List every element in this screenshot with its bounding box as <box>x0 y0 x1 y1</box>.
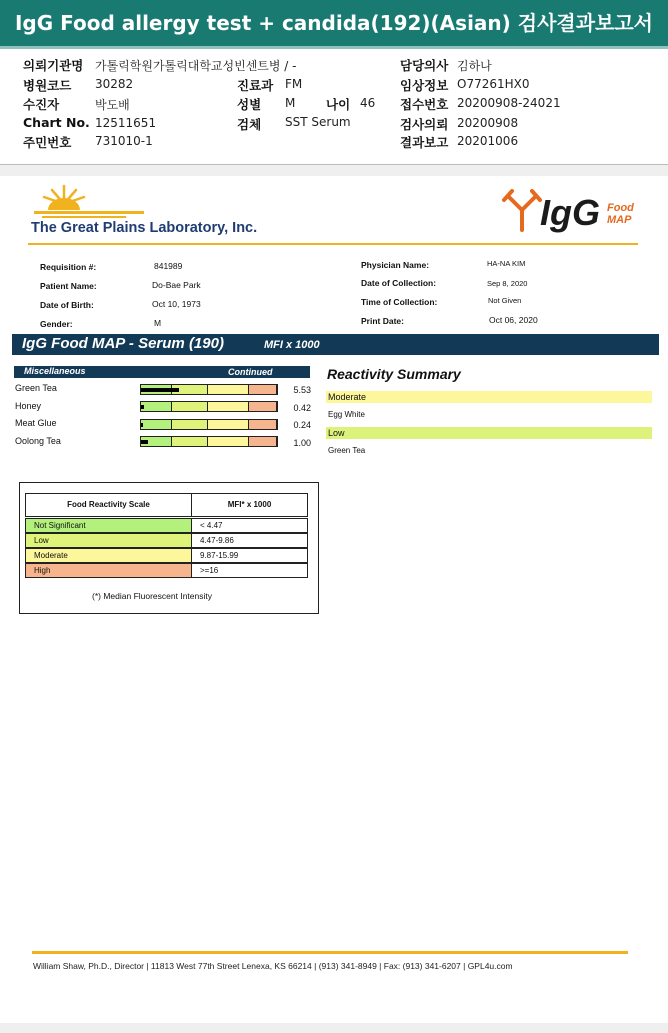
legend-header-scale: Food Reactivity Scale <box>25 493 192 517</box>
value-patient-name: Do-Bae Park <box>152 280 201 290</box>
label-collection-time: Time of Collection: <box>361 297 438 307</box>
brand-divider <box>28 243 638 245</box>
value-requisition: 841989 <box>154 261 183 271</box>
logo-food-text: Food <box>607 202 634 214</box>
label-collection-date: Date of Collection: <box>361 278 437 288</box>
bar-segment <box>208 385 249 394</box>
value-collection-time: Not Given <box>488 296 522 305</box>
bar-segment <box>208 402 249 411</box>
bar-segment <box>249 437 277 446</box>
hdr-value-hospital-code: 30282 <box>95 77 134 91</box>
food-value-oolong-tea: 1.00 <box>293 437 311 448</box>
igg-logo-text: IgG <box>540 192 600 233</box>
reactivity-summary-title: Reactivity Summary <box>327 366 461 382</box>
footer-divider <box>32 951 628 954</box>
legend-range-low: 4.47-9.86 <box>191 533 308 548</box>
hdr-label-clinical-info: 임상정보 <box>400 78 449 93</box>
summary-band-moderate <box>326 391 652 403</box>
hdr-value-sex: M <box>285 96 296 110</box>
value-print-date: Oct 06, 2020 <box>489 315 538 325</box>
hdr-value-patient: 박도배 <box>95 98 130 112</box>
label-requisition: Requisition #: <box>40 262 97 272</box>
section-name: Miscellaneous <box>24 366 86 376</box>
hdr-label-sex: 성별 <box>237 97 262 112</box>
lab-footer <box>33 961 513 971</box>
hdr-label-department: 진료과 <box>237 78 274 93</box>
hdr-label-institution: 의뢰기관명 <box>23 58 84 73</box>
sun-logo-icon <box>30 182 150 222</box>
lab-name: The Great Plains Laboratory, Inc. <box>31 220 258 236</box>
label-print-date: Print Date: <box>361 316 404 326</box>
panel-unit: MFI x 1000 <box>264 339 320 351</box>
hdr-value-doctor: 김하나 <box>457 59 492 73</box>
footer-text: William Shaw, Ph.D., Director | 11813 West 77th Street Lenexa, KS 66214 | (913) 341-8949 | Fax: (913) 341-6207 | GPL4u.com <box>33 961 513 971</box>
hdr-label-receipt-no: 접수번호 <box>400 97 449 112</box>
reactivity-bar-green-tea <box>140 384 278 395</box>
hdr-label-hospital-code: 병원코드 <box>23 78 72 93</box>
summary-level-low: Low <box>328 428 345 438</box>
bar-segment <box>172 437 208 446</box>
value-physician: HA-NA KIM <box>487 259 526 268</box>
hdr-label-doctor: 담당의사 <box>400 58 449 73</box>
value-collection-date: Sep 8, 2020 <box>487 279 528 288</box>
summary-level-moderate: Moderate <box>328 392 367 402</box>
summary-item-egg-white: Egg White <box>328 410 365 419</box>
label-gender: Gender: <box>40 319 73 329</box>
value-dob: Oct 10, 1973 <box>152 299 201 309</box>
level-fill-meat-glue <box>141 423 143 427</box>
legend-not-significant: Not Significant <box>25 518 192 533</box>
label-patient-name: Patient Name: <box>40 281 97 291</box>
summary-item-green-tea: Green Tea <box>328 446 366 455</box>
panel-banner <box>12 334 659 355</box>
hdr-value-department: FM <box>285 77 303 91</box>
reactivity-bar-meat-glue <box>140 419 278 430</box>
antibody-icon <box>500 186 544 232</box>
food-value-green-tea: 5.53 <box>293 385 311 395</box>
food-value-honey: 0.42 <box>293 402 311 413</box>
reactivity-bar-honey <box>140 401 278 412</box>
hdr-value-clinical-info: O77261HX0 <box>457 77 530 91</box>
panel-title: IgG Food MAP - Serum (190) <box>22 335 224 352</box>
reactivity-bar-oolong-tea <box>140 436 278 447</box>
hdr-value-resident-no: 731010-1 <box>95 134 153 148</box>
legend-moderate: Moderate <box>25 548 192 563</box>
hdr-label-report-date: 결과보고 <box>400 135 449 150</box>
reactivity-scale-legend <box>19 482 319 614</box>
food-name-honey: Honey <box>15 400 42 411</box>
page-gap-bottom <box>0 1023 668 1033</box>
food-name-oolong-tea: Oolong Tea <box>15 435 61 446</box>
logo-map-text: MAP <box>607 214 632 226</box>
legend-high: High <box>25 563 192 578</box>
section-continued: Continued <box>228 367 273 377</box>
hdr-label-chart-no: Chart No. <box>23 115 90 130</box>
page-gap-top <box>0 165 668 176</box>
hdr-label-resident-no: 주민번호 <box>23 135 72 150</box>
bar-segment <box>208 420 249 429</box>
label-dob: Date of Birth: <box>40 300 94 310</box>
legend-range-moderate: 9.87-15.99 <box>191 548 308 563</box>
summary-band-low <box>326 427 652 439</box>
hdr-value-chart-no: 12511651 <box>95 116 157 130</box>
value-gender: M <box>154 318 162 328</box>
bar-segment <box>172 420 208 429</box>
report-title: IgG Food allergy test + candida(192)(Asian) 검사결과보고서 <box>0 0 668 49</box>
hdr-value-specimen: SST Serum <box>285 115 351 129</box>
hdr-value-institution: 가톨릭학원가톨릭대학교성빈센트병 / - <box>95 59 297 73</box>
bar-segment <box>249 385 277 394</box>
hdr-value-receipt-no: 20200908-24021 <box>457 96 561 110</box>
food-value-meat-glue: 0.24 <box>293 420 311 430</box>
legend-header-mfi: MFI* x 1000 <box>191 493 308 517</box>
hdr-label-request-date: 검사의뢰 <box>400 117 449 132</box>
legend-range-not-significant: < 4.47 <box>191 518 308 533</box>
bar-segment <box>141 420 172 429</box>
bar-segment <box>141 402 172 411</box>
hdr-value-request-date: 20200908 <box>457 116 519 130</box>
bar-segment <box>249 402 277 411</box>
legend-low: Low <box>25 533 192 548</box>
level-fill-green-tea <box>141 388 179 392</box>
hdr-label-age: 나이 <box>326 97 351 112</box>
label-physician: Physician Name: <box>361 260 430 270</box>
level-fill-honey <box>141 405 144 409</box>
hdr-label-specimen: 검체 <box>237 117 262 132</box>
food-name-green-tea: Green Tea <box>15 383 57 393</box>
level-fill-oolong-tea <box>141 440 148 444</box>
hdr-value-report-date: 20201006 <box>457 134 519 148</box>
bar-segment <box>172 402 208 411</box>
bar-segment <box>208 437 249 446</box>
legend-footnote: (*) Median Fluorescent Intensity <box>92 591 212 601</box>
section-header <box>14 366 310 378</box>
food-name-meat-glue: Meat Glue <box>15 418 57 428</box>
bar-segment <box>249 420 277 429</box>
hdr-label-patient: 수진자 <box>23 97 60 112</box>
hdr-value-age: 46 <box>360 96 376 110</box>
legend-range-high: >=16 <box>191 563 308 578</box>
